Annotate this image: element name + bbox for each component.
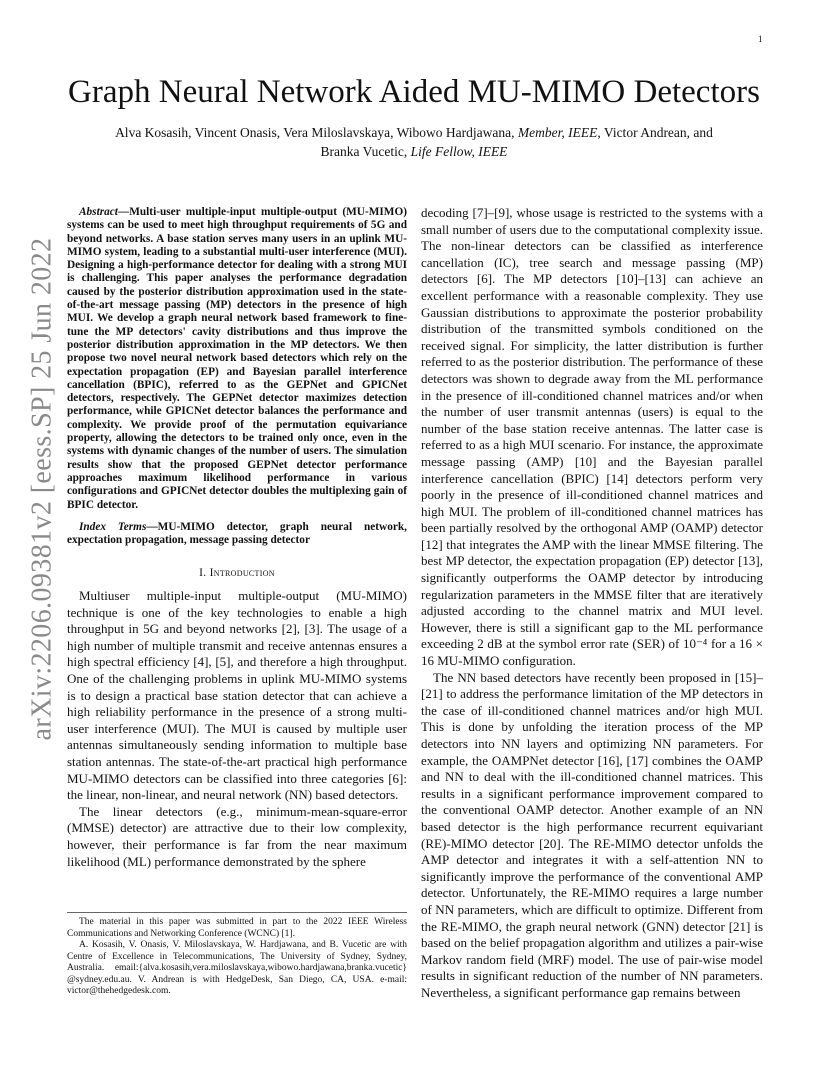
body-paragraph-continued: decoding [7]–[9], whose usage is restricted to the systems with a small number of users due to the computational complexity issue. The non-linear detectors can be classified as interference cancellation (IC), tree search and message passing (MP) detectors [6]. The MP detectors [10]–[13] can achieve an excellent performance with a reasonable complexity. They use Gaussian distributions to approximate the posterior probability distribution of the transmitted symbols conditioned on the received signal. For simplicity, the latter distribution is further referred to as the posterior distribution. The performance of these detectors was shown to degrade away from the ML performance in the presence of ill-conditioned channel matrices and/or when the number of user transmit antennas (users) is equal to the number of the base station receive antennas. The latter case is referred to as a high MUI scenario. For instance, the approximate message passing (AMP) [10] and the Bayesian parallel interference cancellation (BPIC) [14] detectors perform very poorly in the presence of ill-conditioned channel matrices and high MUI. The problem of ill-conditioned channel matrices has been partially resolved by the orthogonal AMP (OAMP) detector [12] that integrates the AMP with the linear MMSE filtering. The best MP detector, the expectation propagation (EP) detector [13], significantly outperforms the OAMP detector by introducing regularization parameters in the MMSE filter that are iteratively adjusted according to the channel matrix and MUI level. However, there is still a significant gap to the ML performance exceeding 2 dB at the symbol error rate (SER) of 10⁻⁴ for a 16 × 16 MU-MIMO configuration. bbox=[421, 205, 763, 669]
left-column bbox=[67, 206, 407, 870]
intro-paragraph-1: Multiuser multiple-input multiple-output (MU-MIMO) technique is one of the key technologies to enable a high throughput in 5G and beyond networks [2], [3]. The usage of a high number of multiple transmit and receive antennas ensures a high spectral efficiency [4], [5], and therefore a high throughput. One of the challenging problems in uplink MU-MIMO systems is to design a practical base station detector that can achieve a high reliability performance in the presence of a strong multi-user interference (MUI). The MUI is caused by multiple user antennas simultaneously sending information to multiple base station antennas. The state-of-the-art practical high performance MU-MIMO detectors can be classified into three categories [6]: the linear, non-linear, and neural network (NN) based detectors. bbox=[67, 588, 407, 803]
author-fellowship: Life Fellow, IEEE bbox=[410, 144, 508, 159]
footnote-submission: The material in this paper was submitted in part to the 2022 IEEE Wireless Communications and Networking Conference (WCNC) [1]. bbox=[67, 917, 407, 939]
abstract-lead: Abstract bbox=[79, 206, 118, 218]
abstract bbox=[67, 206, 407, 512]
author-list bbox=[60, 123, 768, 161]
index-terms bbox=[67, 521, 407, 548]
footnotes bbox=[67, 912, 407, 998]
authors-line-2: Branka Vucetic, bbox=[320, 144, 408, 159]
arxiv-identifier-stamp[interactable] bbox=[10, 237, 74, 741]
intro-paragraph-2: The linear detectors (e.g., minimum-mean-square-error (MMSE) detector) are attractive due to their low complexity, however, their performance is far from the near maximum likelihood (ML) performance demonstrated by the sphere bbox=[67, 803, 407, 869]
section-title: Introduction bbox=[209, 567, 275, 580]
body-paragraph-nn-detectors: The NN based detectors have recently been proposed in [15]–[21] to address the performance limitation of the MP detectors in the case of ill-conditioned channel matrices and/or high MUI. This is done by unfolding the iteration process of the MP detectors into NN layers and optimizing NN parameters. For example, the OAMPNet detector [16], [17] combines the OAMP and NN to deal with the ill-conditioned channel matrices. This results in a significant performance improvement compared to the conventional OAMP detector. Another example of an NN based detector is the high performance recurrent equivariant (RE)-MIMO detector [20]. The RE-MIMO detector unfolds the AMP detector and integrates it with a self-attention NN to significantly improve the performance of the conventional AMP detector. Unfortunately, the RE-MIMO requires a large number of NN parameters, which are difficult to optimize. Different from the RE-MIMO, the graph neural network (GNN) detector [21] is based on the belief propagation algorithm and utilizes a pair-wise Markov random field (MRF) model. The use of pair-wise model results in significant reduction of the number of NN parameters. Nevertheless, a significant performance gap remains between bbox=[421, 669, 763, 1000]
index-terms-lead: Index Terms bbox=[79, 520, 147, 533]
section-heading-introduction bbox=[67, 565, 407, 582]
authors-line-1-end: , Victor Andrean, and bbox=[597, 125, 713, 140]
abstract-text: —Multi-user multiple-input multiple-output (MU-MIMO) systems can be used to meet high throughput requirements of 5G and beyond networks. A base station serves many users in an uplink MU-MIMO system, leading to a substantial multi-user interference (MUI). Designing a high-performance detector for dealing with a strong MUI is challenging. This paper analyses the performance degradation caused by the posterior distribution approximation used in the state-of-the-art message passing (MP) detectors in the presence of high MUI. We develop a graph neural network based framework to fine-tune the MP detectors' cavity distributions and thus improve the posterior distribution approximation in the MP detectors. We then propose two novel neural network based detectors which rely on the expectation propagation (EP) and Bayesian parallel interference cancellation (BPIC), referred to as the GEPNet and GPICNet detectors, respectively. The GEPNet detector maximizes detection performance, while GPICNet detector balances the performance and complexity. We provide proof of the permutation equivariance property, allowing the detectors to be trained only once, even in the systems with dynamic changes of the number of users. The simulation results show that the proposed GEPNet detector performance approaches maximum likelihood performance in various configurations and GPICNet detector doubles the multiplexing gain of BPIC detector. bbox=[67, 206, 407, 511]
right-column bbox=[421, 205, 763, 1002]
authors-line-1: Alva Kosasih, Vincent Onasis, Vera Miloslavskaya, Wibowo Hardjawana, bbox=[115, 125, 515, 140]
author-membership: Member, IEEE bbox=[517, 125, 598, 140]
page-number: 1 bbox=[758, 34, 763, 44]
index-terms-text: —MU-MIMO detector, graph neural network, expectation propagation, message passing detector bbox=[67, 520, 407, 547]
paper-title: Graph Neural Network Aided MU-MIMO Detectors bbox=[68, 74, 760, 110]
arxiv-identifier-text: arXiv:2206.09381v2 [eess.SP] 25 Jun 2022 bbox=[26, 237, 57, 741]
footnote-affiliations: A. Kosasih, V. Onasis, V. Miloslavskaya, W. Hardjawana, and B. Vucetic are with Centre of Excellence in Telecommunications, The University of Sydney, Sydney, Australia. email:{alva.kosasih,vera.miloslavskaya,wibowo.hardjawana,branka.vucetic} @sydney.edu.au. V. Andrean is with HedgeDesk, San Diego, CA, USA. e-mail: victor@thehedgedesk.com. bbox=[67, 940, 407, 996]
section-number: I. bbox=[199, 567, 207, 580]
